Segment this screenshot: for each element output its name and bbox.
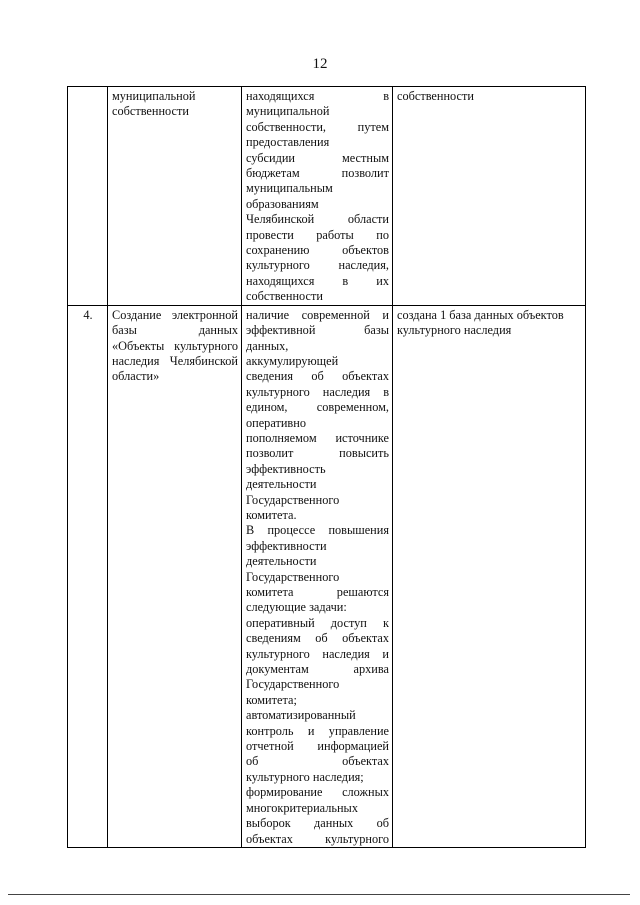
effect-line: наличие современной и (246, 307, 389, 322)
effect-line: образованиям (246, 196, 319, 211)
effect-line: В процессе повышения (246, 523, 389, 538)
measure-name-cell (108, 87, 242, 306)
effect-line: эффективность (246, 461, 326, 476)
table-row-4 (68, 305, 586, 847)
result-cell (393, 305, 586, 847)
effect-line: об объектах (246, 754, 389, 769)
effect-line: культурного наследия, (246, 258, 389, 273)
page-number: 12 (312, 56, 328, 72)
effect-line: выборок данных об (246, 816, 389, 831)
effect-line: документам архива (246, 662, 389, 677)
effect-line: оперативно (246, 415, 306, 430)
effect-line: культурного наследия и (246, 646, 389, 661)
measure-name-line: области» (112, 369, 160, 384)
effect-line: автоматизированный (246, 708, 356, 723)
effect-line: находящихся в (246, 89, 389, 103)
effect-line: эффективности (246, 538, 327, 553)
effect-line: контроль и управление (246, 723, 389, 738)
measure-name-line: наследия Челябинской (112, 353, 238, 368)
effect-line: сведениям об объектах (246, 631, 389, 646)
effect-line: следующие задачи: (246, 600, 347, 615)
effect-line: аккумулирующей (246, 353, 339, 368)
measure-name-line: муниципальной (112, 89, 196, 103)
effect-line: культурного наследия в (246, 384, 389, 399)
measure-name-line: собственности (112, 104, 189, 119)
measure-name-line: базы данных (112, 323, 238, 338)
effect-line: эффективной базы (246, 323, 389, 338)
bottom-rule (8, 894, 630, 895)
effect-line: оперативный доступ к (246, 615, 389, 630)
result-line: создана 1 база данных объектов (397, 307, 564, 322)
effect-line: предоставления (246, 135, 330, 150)
effect-line: бюджетам позволит (246, 166, 389, 181)
effect-line: пополняемом источнике (246, 430, 389, 445)
measure-name-line: Создание электронной (112, 307, 238, 322)
effect-line: комитета решаются (246, 585, 389, 599)
effect-cell (242, 305, 393, 847)
effect-line: едином, современном, (246, 400, 389, 415)
effect-line: объектах культурного (246, 831, 389, 846)
effect-line: комитета; (246, 692, 297, 707)
effect-line: Челябинской области (246, 212, 389, 227)
measure-name-cell (108, 305, 242, 847)
row-number-cell (68, 87, 108, 306)
effect-line: провести работы по (246, 227, 389, 242)
row-number-cell: 4. (68, 305, 108, 847)
measure-name-line: «Объекты культурного (112, 338, 238, 353)
effect-line: Государственного (246, 677, 340, 692)
effect-line: формирование сложных (246, 785, 389, 800)
effect-line: отчетной информацией (246, 739, 389, 754)
result-cell (393, 87, 586, 306)
effect-line: сведения об объектах (246, 369, 389, 384)
result-line: культурного наследия (397, 323, 512, 338)
effect-line: многокритериальных (246, 800, 358, 815)
effect-line: муниципальной (246, 104, 330, 119)
effect-line: собственности, путем (246, 119, 389, 134)
effect-line: комитета. (246, 507, 297, 522)
effect-line: культурного наследия; (246, 769, 364, 784)
measures-table (67, 86, 586, 848)
effect-line: деятельности (246, 554, 317, 569)
effect-line: позволит повысить (246, 446, 389, 461)
effect-line: Государственного (246, 569, 340, 584)
effect-line: находящихся в их (246, 273, 389, 288)
effect-line: собственности (246, 289, 323, 304)
effect-line: деятельности (246, 477, 317, 492)
effect-line: Государственного (246, 492, 340, 507)
effect-cell (242, 87, 393, 306)
effect-line: сохранению объектов (246, 243, 389, 258)
table-row-continued (68, 87, 586, 306)
effect-line: муниципальным (246, 181, 333, 196)
effect-line: данных, (246, 338, 289, 353)
result-line: собственности (397, 89, 474, 103)
effect-line: субсидии местным (246, 150, 389, 165)
